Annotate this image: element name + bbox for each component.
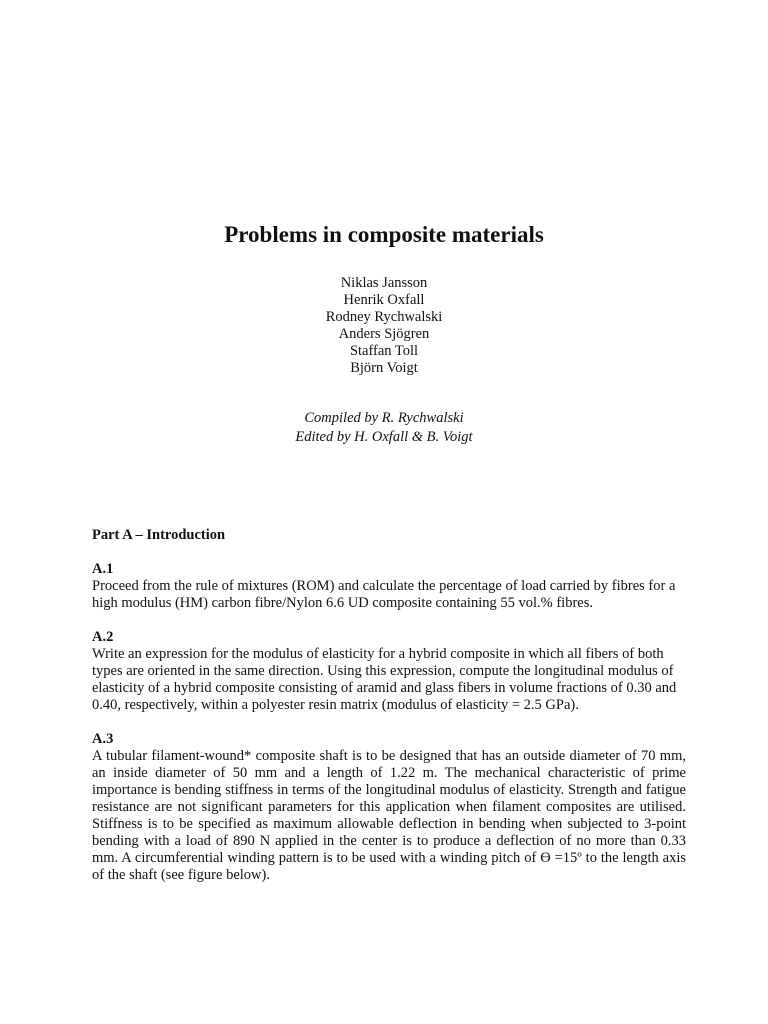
problem-a1	[92, 561, 686, 612]
author-name: Rodney Rychwalski	[325, 309, 443, 325]
author-name: Henrik Oxfall	[343, 292, 425, 308]
problem-a2	[92, 629, 686, 714]
problem-a3	[92, 731, 686, 884]
edited-by: Edited by H. Oxfall & B. Voigt	[295, 429, 473, 445]
credits	[0, 409, 768, 447]
problem-id: A.3	[92, 731, 114, 747]
problem-text: Write an expression for the modulus of elasticity for a hybrid composite in which all fibers of both types are oriented in the same direction. Using this expression, compute the longitudinal modulus of elasticity of a hybrid composite consisting of aramid and glass fibers in volume fractions of 0.30 and 0.40, respectively, within a polyester resin matrix (modulus of elasticity = 2.5 GPa).	[92, 646, 677, 713]
problem-text: Proceed from the rule of mixtures (ROM) and calculate the percentage of load carried by fibres for a high modulus (HM) carbon fibre/Nylon 6.6 UD composite containing 55 vol.% fibres.	[92, 578, 676, 611]
author-name: Anders Sjögren	[338, 326, 430, 342]
document-title: Problems in composite materials	[224, 222, 544, 247]
part-heading: Part A – Introduction	[92, 527, 226, 543]
author-name: Niklas Jansson	[340, 275, 428, 291]
author-name: Björn Voigt	[350, 360, 418, 376]
compiled-by: Compiled by R. Rychwalski	[304, 410, 464, 426]
problem-text: A tubular filament-wound* composite shaft is to be designed that has an outside diameter of 70 mm, an inside diameter of 50 mm and a length of 1.22 m. The mechanical characteristic of prime importance is bending stiffness in terms of the longitudinal modulus of elasticity. Strength and fatigue resistance are not significant parameters for this application when filament composites are utilised. Stiffness is to be specified as maximum allowable deflection in bending when subjected to 3-point bending with a load of 890 N applied in the center is to produce a deflection of no more than 0.33 mm. A circumferential winding pattern is to be used with a winding pitch of ϴ =15º to the length axis of the shaft (see figure below).	[92, 748, 686, 883]
author-list	[0, 275, 768, 377]
problem-id: A.1	[92, 561, 114, 577]
document-body	[92, 527, 686, 884]
problem-id: A.2	[92, 629, 114, 645]
author-name: Staffan Toll	[349, 343, 419, 359]
